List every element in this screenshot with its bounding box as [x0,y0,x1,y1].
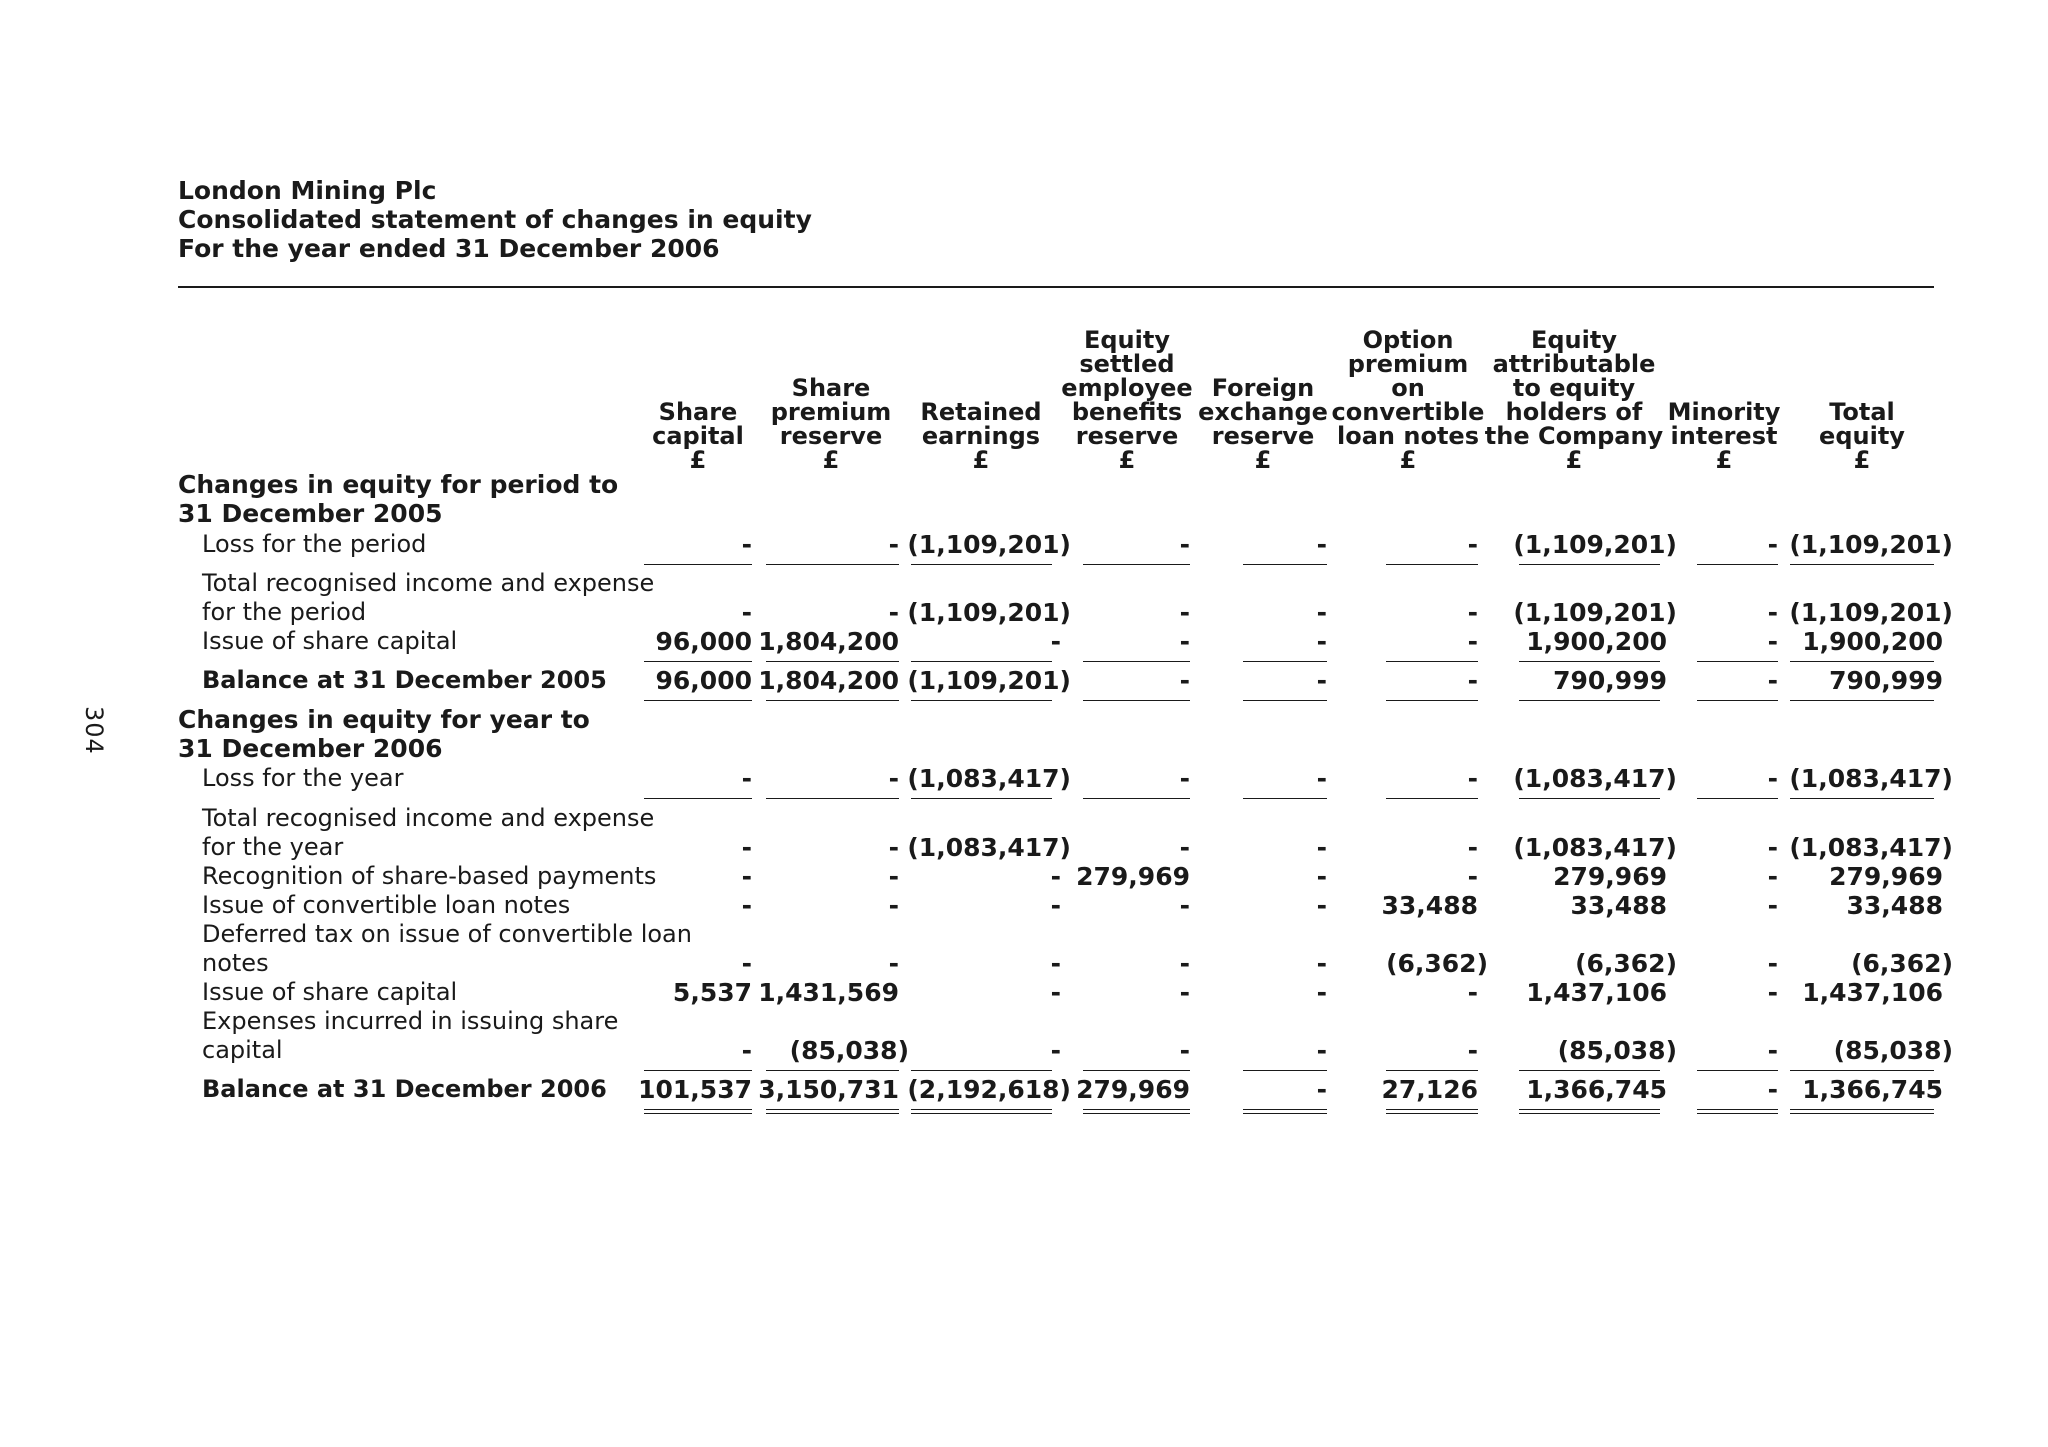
double-underline [1697,1109,1778,1114]
table-cell: - [1467,530,1478,559]
underline [1697,1070,1778,1071]
table-cell: (6,362) [1386,949,1488,978]
underline [644,661,752,662]
underline [1519,564,1660,565]
section-heading: Changes in equity for period to [178,470,619,499]
table-cell: (1,109,201) [907,598,1071,627]
statement-title: Consolidated statement of changes in equity [178,205,812,234]
column-header-line: reserve [779,422,883,450]
row-label: Loss for the period [202,530,427,558]
table-cell: - [1767,764,1778,793]
row-label: Issue of share capital [202,627,458,655]
table-cell: - [1467,978,1478,1007]
double-underline [1243,1109,1327,1114]
table-cell: - [1316,1036,1327,1065]
underline [1243,564,1327,565]
table-cell: - [888,764,899,793]
column-header-line: employee [1061,374,1193,402]
underline [1243,700,1327,701]
underline [911,564,1052,565]
table-cell: (1,083,417) [907,833,1071,862]
table-cell: - [1050,949,1061,978]
table-cell: - [1467,1036,1478,1065]
column-header-line: Retained [920,398,1042,426]
column-header-line: convertible [1331,398,1485,426]
table-cell: 279,969 [1076,862,1190,891]
table-cell: - [1767,530,1778,559]
column-header-line: exchange [1198,398,1328,426]
underline [1697,798,1778,799]
underline [911,661,1052,662]
table-cell: - [1179,530,1190,559]
table-cell: - [1767,666,1778,695]
column-header-line: reserve [1075,422,1179,450]
row-label: Recognition of share-based payments [202,862,657,890]
column-header-line: attributable [1492,350,1656,378]
column-header-line: £ [689,446,707,474]
column-header-line: Share [791,374,871,402]
table-cell: (1,109,201) [907,530,1071,559]
row-label: Loss for the year [202,764,404,792]
table-cell: - [1767,627,1778,656]
table-cell: - [741,1036,752,1065]
underline [1243,1070,1327,1071]
table-cell: - [1767,891,1778,920]
table-cell: (85,038) [789,1036,909,1065]
table-cell: - [1316,891,1327,920]
column-header-line: reserve [1211,422,1315,450]
table-cell: 279,969 [1829,862,1943,891]
table-cell: - [1050,627,1061,656]
header-divider [178,286,1934,288]
table-cell: 279,969 [1076,1075,1190,1104]
section-heading: 31 December 2006 [178,734,443,763]
underline [1386,798,1478,799]
table-cell: - [1467,764,1478,793]
column-header-line: £ [1254,446,1272,474]
column-header-line: £ [822,446,840,474]
table-cell: - [888,530,899,559]
table-cell: - [1316,949,1327,978]
table-cell: 101,537 [638,1075,752,1104]
table-cell: - [741,862,752,891]
section-heading: Changes in equity for year to [178,705,590,734]
double-underline [911,1109,1052,1114]
table-cell: - [1179,666,1190,695]
underline [766,700,899,701]
column-header-line: settled [1079,350,1175,378]
table-cell: - [1767,833,1778,862]
table-cell: 1,366,745 [1526,1075,1667,1104]
column-header-line: Minority [1667,398,1781,426]
column-header-line: premium [770,398,892,426]
table-cell: 33,488 [1381,891,1478,920]
column-header-line: premium [1347,350,1469,378]
underline [1519,1070,1660,1071]
table-cell: 1,366,745 [1802,1075,1943,1104]
column-header-line: holders of [1505,398,1643,426]
table-cell: 1,431,569 [758,978,899,1007]
table-cell: 33,488 [1846,891,1943,920]
column-header-line: £ [1399,446,1417,474]
table-cell: - [888,833,899,862]
table-cell: - [1467,666,1478,695]
underline [766,798,899,799]
table-cell: (1,109,201) [1789,598,1953,627]
table-cell: 1,804,200 [758,666,899,695]
underline [1083,564,1190,565]
table-cell: - [1467,627,1478,656]
underline [911,798,1052,799]
underline [644,564,752,565]
table-cell: (1,083,417) [1789,833,1953,862]
row-label: for the year [202,833,344,861]
row-label: Issue of convertible loan notes [202,891,571,919]
table-cell: - [1179,764,1190,793]
table-cell: 1,900,200 [1526,627,1667,656]
table-cell: (1,083,417) [1789,764,1953,793]
table-cell: - [1767,598,1778,627]
underline [1083,661,1190,662]
underline [766,661,899,662]
table-cell: (2,192,618) [907,1075,1071,1104]
double-underline [1519,1109,1660,1114]
table-cell: (85,038) [1557,1036,1677,1065]
statement-header [178,176,812,263]
table-cell: (1,083,417) [907,764,1071,793]
company-name: London Mining Plc [178,176,437,205]
underline [1519,661,1660,662]
table-cell: - [1316,598,1327,627]
double-underline [766,1109,899,1114]
table-cell: - [1050,1036,1061,1065]
column-header-line: Equity [1530,326,1617,354]
row-label: Deferred tax on issue of convertible loan [202,920,692,948]
table-cell: - [1316,833,1327,862]
underline [644,700,752,701]
table-cell: 3,150,731 [758,1075,899,1104]
column-header-line: loan notes [1337,422,1479,450]
underline [1083,700,1190,701]
table-cell: - [1467,598,1478,627]
column-header [1752,322,1972,472]
row-label: notes [202,949,269,977]
table-cell: - [1767,862,1778,891]
table-cell: 96,000 [655,627,752,656]
underline [911,1070,1052,1071]
section-heading: 31 December 2005 [178,499,443,528]
table-cell: - [1316,627,1327,656]
statement-period: For the year ended 31 December 2006 [178,234,720,263]
double-underline [1083,1109,1190,1114]
column-header-line: Option [1362,326,1454,354]
double-underline [1386,1109,1478,1114]
underline [1790,798,1934,799]
table-cell: - [741,598,752,627]
column-header-line: Equity [1083,326,1170,354]
underline [1697,564,1778,565]
table-cell: (1,109,201) [1513,530,1677,559]
column-header-line: capital [652,422,744,450]
row-label: capital [202,1036,283,1064]
underline [1243,661,1327,662]
page-number: 304 [80,706,108,755]
column-header-line: to equity [1512,374,1636,402]
table-cell: - [741,833,752,862]
column-header-line: £ [972,446,990,474]
underline [1790,564,1934,565]
column-header-line: the Company [1484,422,1664,450]
table-cell: - [741,949,752,978]
table-cell: - [1050,891,1061,920]
underline [1697,661,1778,662]
table-cell: - [888,949,899,978]
column-header-line: £ [1715,446,1733,474]
underline [1790,1070,1934,1071]
table-cell: - [1179,1036,1190,1065]
column-header-line: Total [1829,398,1895,426]
row-label: Expenses incurred in issuing share [202,1007,619,1035]
underline [766,1070,899,1071]
column-header-line: on [1391,374,1425,402]
table-cell: - [741,764,752,793]
table-cell: - [1179,627,1190,656]
table-cell: (1,109,201) [1789,530,1953,559]
table-cell: (85,038) [1833,1036,1953,1065]
underline [1083,1070,1190,1071]
table-cell: - [1316,764,1327,793]
table-cell: 1,437,106 [1526,978,1667,1007]
table-cell: - [1179,978,1190,1007]
table-cell: 1,804,200 [758,627,899,656]
underline [766,564,899,565]
table-cell: (6,362) [1575,949,1677,978]
table-cell: - [1316,666,1327,695]
underline [1790,700,1934,701]
table-cell: 5,537 [672,978,752,1007]
double-underline [644,1109,752,1114]
row-label: for the period [202,598,367,626]
column-header-line: Foreign [1211,374,1315,402]
table-cell: 790,999 [1829,666,1943,695]
table-cell: (1,109,201) [1513,598,1677,627]
underline [1790,661,1934,662]
table-cell: - [888,891,899,920]
table-cell: 27,126 [1381,1075,1478,1104]
double-underline [1790,1109,1934,1114]
table-cell: - [1179,598,1190,627]
table-cell: - [888,598,899,627]
table-cell: - [1050,978,1061,1007]
column-header-line: equity [1819,422,1905,450]
underline [1386,661,1478,662]
table-cell: 1,900,200 [1802,627,1943,656]
table-cell: (1,083,417) [1513,833,1677,862]
table-cell: 790,999 [1553,666,1667,695]
table-cell: - [741,530,752,559]
underline [1386,700,1478,701]
table-cell: (1,083,417) [1513,764,1677,793]
table-cell: 96,000 [655,666,752,695]
column-header-line: earnings [921,422,1041,450]
table-cell: (1,109,201) [907,666,1071,695]
table-cell: 279,969 [1553,862,1667,891]
column-header-line: Share [658,398,738,426]
table-cell: - [1316,862,1327,891]
column-header-line: £ [1118,446,1136,474]
row-label: Balance at 31 December 2005 [202,666,607,694]
column-header-line: £ [1853,446,1871,474]
table-cell: - [741,891,752,920]
column-header-line: interest [1670,422,1778,450]
underline [1083,798,1190,799]
underline [1519,798,1660,799]
underline [1386,1070,1478,1071]
table-cell: - [888,862,899,891]
underline [1243,798,1327,799]
column-header-line: £ [1565,446,1583,474]
row-label: Balance at 31 December 2006 [202,1075,607,1103]
table-cell: 33,488 [1570,891,1667,920]
table-cell: - [1179,833,1190,862]
table-cell: - [1467,833,1478,862]
row-label: Total recognised income and expense [202,804,655,832]
table-cell: - [1316,978,1327,1007]
table-cell: - [1179,949,1190,978]
table-cell: (6,362) [1851,949,1953,978]
underline [644,1070,752,1071]
underline [911,700,1052,701]
row-label: Issue of share capital [202,978,458,1006]
table-cell: - [1316,530,1327,559]
table-cell: - [1767,949,1778,978]
row-label: Total recognised income and expense [202,569,655,597]
underline [644,798,752,799]
underline [1519,700,1660,701]
table-cell: - [1050,862,1061,891]
underline [1697,700,1778,701]
table-cell: - [1316,1075,1327,1104]
table-cell: - [1767,1075,1778,1104]
table-cell: - [1767,1036,1778,1065]
column-header-line: benefits [1071,398,1183,426]
table-cell: - [1467,862,1478,891]
table-cell: - [1767,978,1778,1007]
underline [1386,564,1478,565]
table-cell: - [1179,891,1190,920]
table-cell: 1,437,106 [1802,978,1943,1007]
